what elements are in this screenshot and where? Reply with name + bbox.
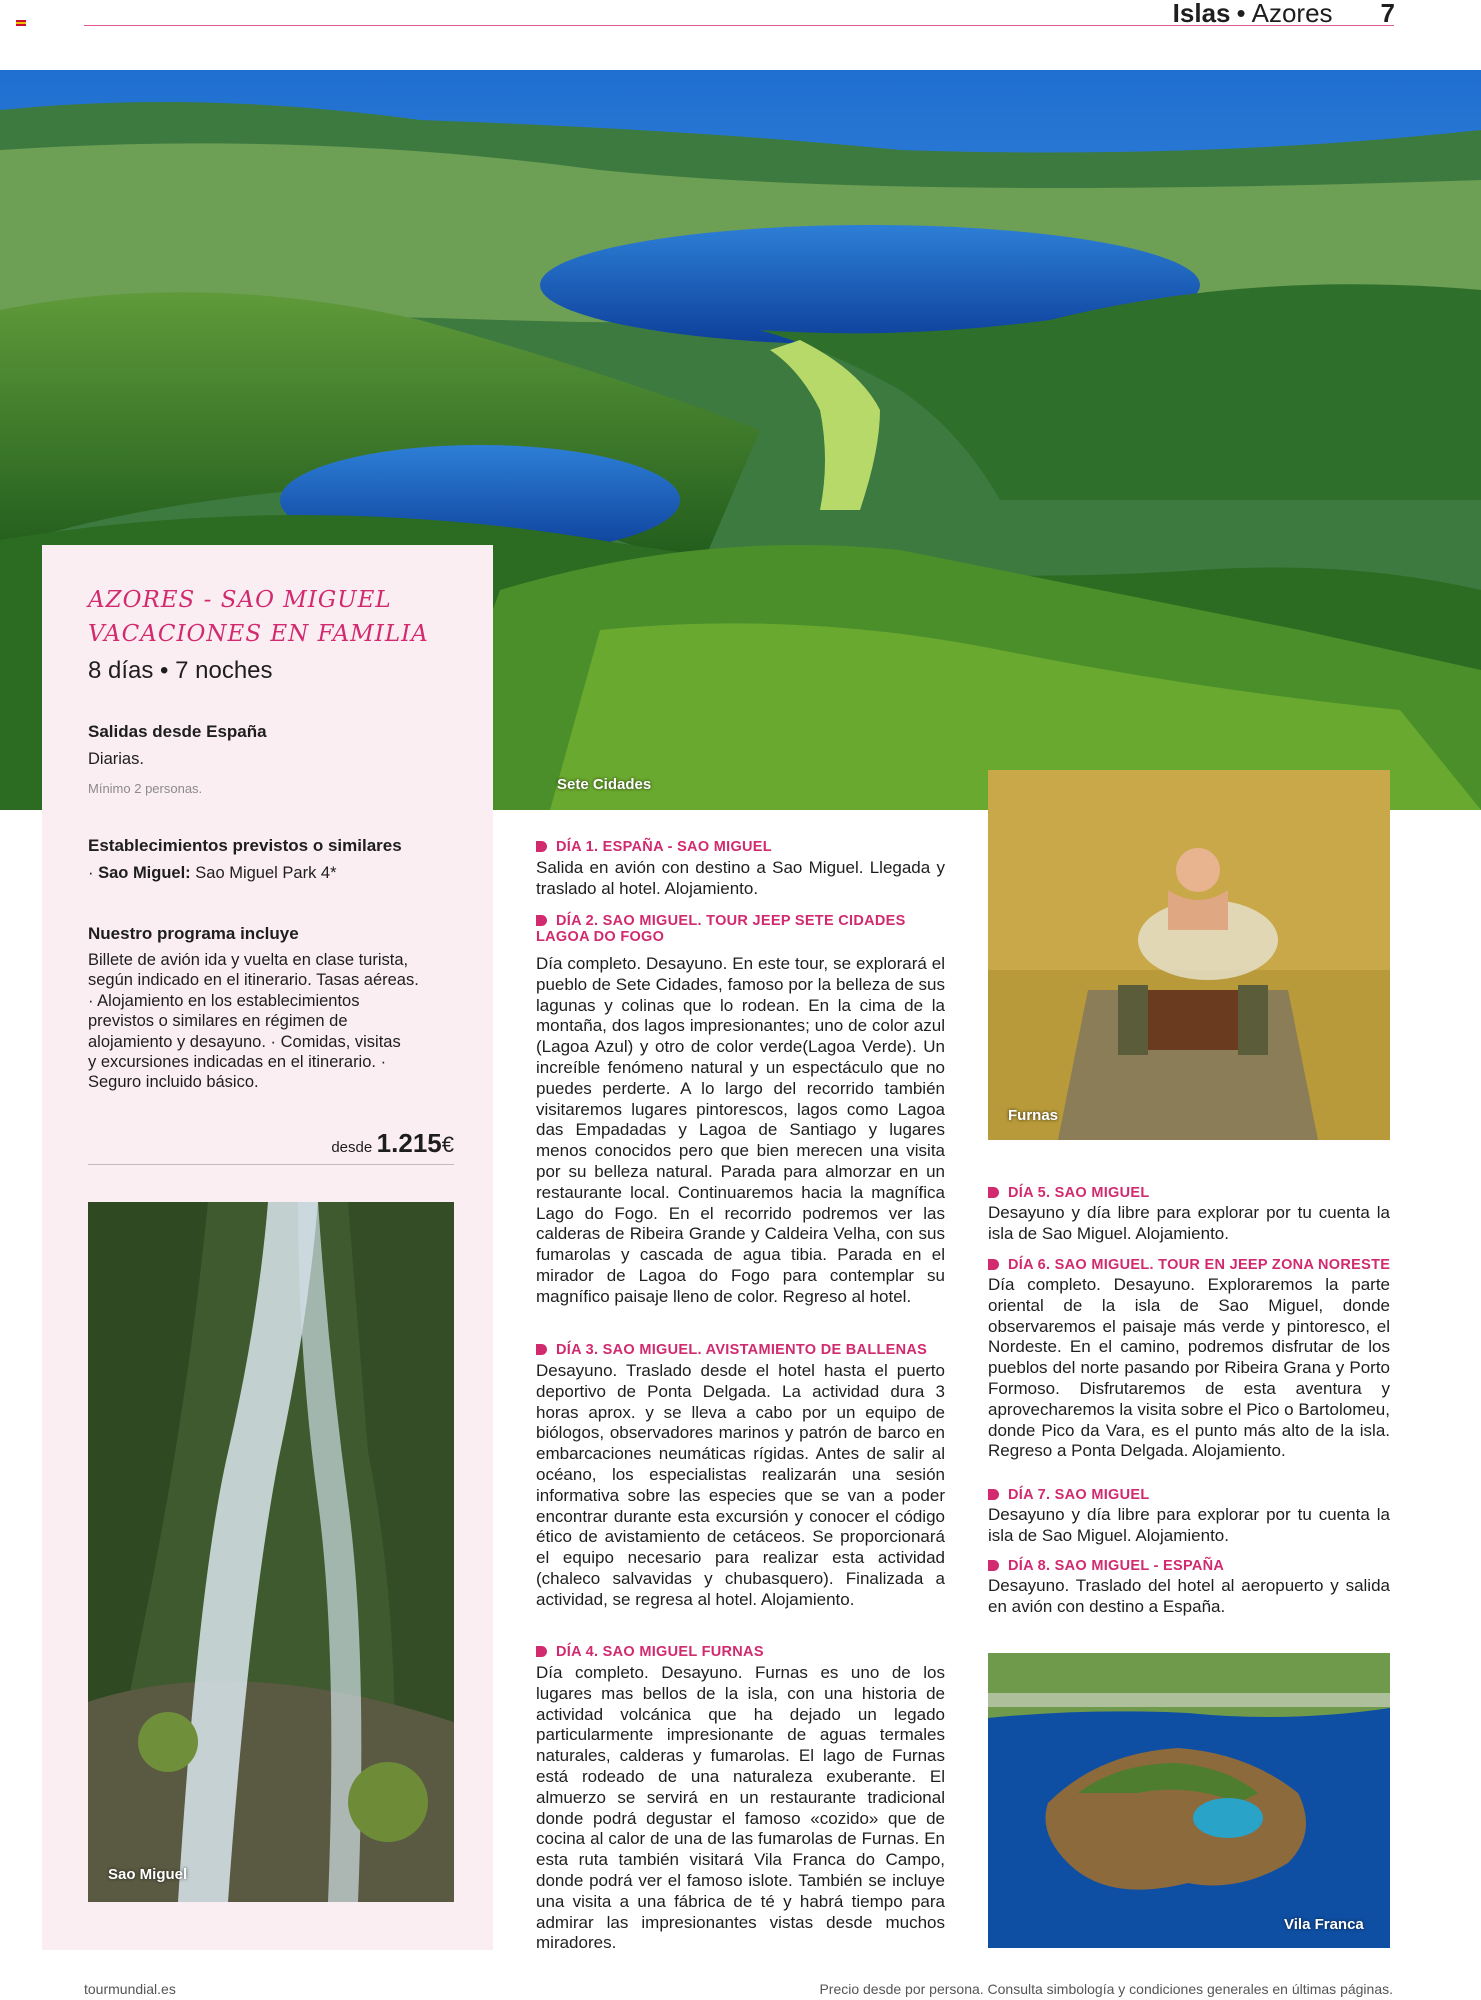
hero-caption: Sete Cidades <box>557 776 652 793</box>
day4-text: Día completo. Desayuno. Furnas es uno de los lugares mas bellos de la isla, con una historia de actividad volcánica que ha dejado un legado particularmente impresionante de aguas termales naturales, calderas y fumarolas. El lago de Furnas está rodeado de una naturaleza exuberante. El almuerzo se servirá en un restaurante tradicional donde podrá degustar el famoso «cozido» que de cocina al calor de una de las fumarolas de Furnas. En esta ruta también visitará Vila Franca do Campo, donde podrá ver el famoso islote. También se incluye una visita a una fábrica de té y habrá tiempo para admirar las impresionantes vistas desde muchos miradores. <box>536 1663 945 1953</box>
day2-heading-cont: LAGOA DO FOGO <box>536 929 665 945</box>
subsection-title: Azores <box>1251 0 1333 28</box>
price-amount: 1.215 <box>376 1128 442 1158</box>
day5-heading-text: DÍA 5. SAO MIGUEL <box>1008 1185 1150 1201</box>
day1-heading-text: DÍA 1. ESPAÑA - SAO MIGUEL <box>556 839 772 855</box>
includes-line: y excursiones indicadas en el itinerario. · <box>88 1053 387 1072</box>
offer-title-line1: AZORES - SAO MIGUEL <box>88 587 392 613</box>
vila-franca-illustration <box>988 1653 1390 1948</box>
includes-line: Seguro incluido básico. <box>88 1073 259 1092</box>
departures-text: Diarias. <box>88 750 144 768</box>
day4-heading <box>536 1644 764 1660</box>
day3-text: Desayuno. Traslado desde el hotel hasta el puerto deportivo de Ponta Delgada. La actividad dura 3 horas aprox. y se lleva a cabo por un equipo de biólogos, observadores marinos y patrón de barco en embarcaciones neumáticas rígidas. Antes de salir al océano, los especialistas realizarán una sesión informativa sobre las especies que se van a poder encontrar durante esta excursión y conocer el código ético de avistamiento de cetáceos. Se proporcionará el equipo necesario para realizar esta actividad (chaleco salvavidas y chubasquero). Finalizada a actividad, se regresa al hotel. Alojamiento. <box>536 1361 945 1609</box>
vila-franca-caption: Vila Franca <box>1284 1916 1364 1933</box>
page-header <box>1173 0 1395 26</box>
includes-line: previstos o similares en régimen de <box>88 1012 348 1031</box>
day3-heading <box>536 1342 927 1358</box>
day8-heading <box>988 1558 1224 1574</box>
day2-heading-text: DÍA 2. SAO MIGUEL. TOUR JEEP SETE CIDADES <box>556 913 906 929</box>
minimum-people: Mínimo 2 personas. <box>88 781 203 796</box>
departures-heading: Salidas desde España <box>88 722 267 741</box>
price-currency: € <box>441 1132 454 1157</box>
includes-line: alojamiento y desayuno. · Comidas, visitas <box>88 1032 401 1051</box>
hotels-heading: Establecimientos previstos o similares <box>88 836 402 855</box>
bullet-marker <box>988 1489 999 1500</box>
flag-icon <box>16 20 26 26</box>
footer-note: Precio desde por persona. Consulta simbología y condiciones generales en últimas páginas. <box>819 1981 1393 1997</box>
day2-text: Día completo. Desayuno. En este tour, se explorará el pueblo de Sete Cidades, famoso por la belleza de sus lagunas y colinas que lo rodean. En la cima de la montaña, dos lagos impresionantes; uno de color azul (Lagoa Azul) y otro de color verde(Lagoa Verde). Un increíble fenómeno natural y un espectáculo que no puedes perderte. A lo largo del recorrido también visitaremos lugares pintorescos, lagos como Lagoa das Empadadas y Lagoa de Santiago y lugares menos conocidos pero que bien merecen una visita por su belleza natural. Parada para almorzar en un restaurante local. Continuaremos hacia la magnífica Lago do Fogo. En el recorrido podremos ver las calderas de Ribeira Grande y Caldeira Velha, con sus fumarolas y cascada de agua tibia. Parada en el mirador de Lagoa do Fogo para contemplar su magnífico paisaje lleno de color. Regreso al hotel. <box>536 954 945 1306</box>
day5-heading <box>988 1185 1150 1201</box>
bullet-marker <box>988 1560 999 1571</box>
bullet-marker <box>536 915 547 926</box>
hotel-name: Sao Miguel Park 4* <box>195 864 337 882</box>
day6-heading <box>988 1257 1390 1273</box>
bullet-marker <box>988 1259 999 1270</box>
day4-heading-text: DÍA 4. SAO MIGUEL FURNAS <box>556 1644 764 1660</box>
price-row <box>88 1128 454 1165</box>
day6-heading-text: DÍA 6. SAO MIGUEL. TOUR EN JEEP ZONA NORESTE <box>1008 1257 1391 1273</box>
hotel-line <box>88 863 458 883</box>
waterfall-illustration <box>88 1202 454 1902</box>
vila-franca-image <box>988 1653 1390 1948</box>
waterfall-caption: Sao Miguel <box>108 1866 188 1883</box>
bullet-marker <box>536 1646 547 1657</box>
footer-website[interactable]: tourmundial.es <box>84 1981 176 1997</box>
hotel-place: Sao Miguel: <box>98 864 191 882</box>
price-prefix: desde <box>331 1139 373 1156</box>
page-number: 7 <box>1380 0 1395 28</box>
day6-text: Día completo. Desayuno. Exploraremos la parte oriental de la isla de Sao Miguel, donde observaremos el paisaje más verde y pintoresco, el Nordeste. En el camino, podremos disfrutar de los pueblos del norte pasando por Ribeira Grana y Porto Formoso. Disfrutaremos de esta aventura y aprovecharemos la visita sobre el Pico o Bartolomeu, donde Pico da Vara, es el punto más alto de la isla. Regreso a Ponta Delgada. Alojamiento. <box>988 1275 1390 1461</box>
day7-text: Desayuno y día libre para explorar por tu cuenta la isla de Sao Miguel. Alojamiento. <box>988 1505 1390 1545</box>
bullet-marker <box>988 1187 999 1198</box>
hotel-bullet: · <box>88 864 94 882</box>
day8-heading-text: DÍA 8. SAO MIGUEL - ESPAÑA <box>1008 1558 1225 1574</box>
day2-heading <box>536 913 945 945</box>
includes-text <box>88 950 458 1093</box>
waterfall-image <box>88 1202 454 1902</box>
offer-panel <box>42 545 493 1950</box>
bullet-marker <box>536 841 547 852</box>
includes-line: · Alojamiento en los establecimientos <box>88 991 360 1010</box>
day1-text: Salida en avión con destino a Sao Miguel. Llegada y traslado al hotel. Alojamiento. <box>536 858 945 898</box>
day8-text: Desayuno. Traslado del hotel al aeropuerto y salida en avión con destino a España. <box>988 1576 1390 1616</box>
day7-heading <box>988 1487 1150 1503</box>
day3-heading-text: DÍA 3. SAO MIGUEL. AVISTAMIENTO DE BALLENAS <box>556 1342 928 1358</box>
day7-heading-text: DÍA 7. SAO MIGUEL <box>1008 1487 1150 1503</box>
furnas-illustration <box>988 770 1390 1140</box>
day1-heading <box>536 839 772 855</box>
includes-heading: Nuestro programa incluye <box>88 924 299 943</box>
furnas-image <box>988 770 1390 1140</box>
offer-duration: 8 días • 7 noches <box>88 657 273 684</box>
bullet-marker <box>536 1344 547 1355</box>
day5-text: Desayuno y día libre para explorar por tu cuenta la isla de Sao Miguel. Alojamiento. <box>988 1203 1390 1243</box>
includes-line: según indicado en el itinerario. Tasas aéreas. <box>88 971 419 990</box>
furnas-caption: Furnas <box>1008 1107 1059 1124</box>
header-separator: • <box>1236 0 1246 28</box>
includes-line: Billete de avión ida y vuelta en clase turista, <box>88 951 409 969</box>
offer-title-line2: VACACIONES EN FAMILIA <box>88 621 429 647</box>
section-title: Islas <box>1172 0 1231 28</box>
